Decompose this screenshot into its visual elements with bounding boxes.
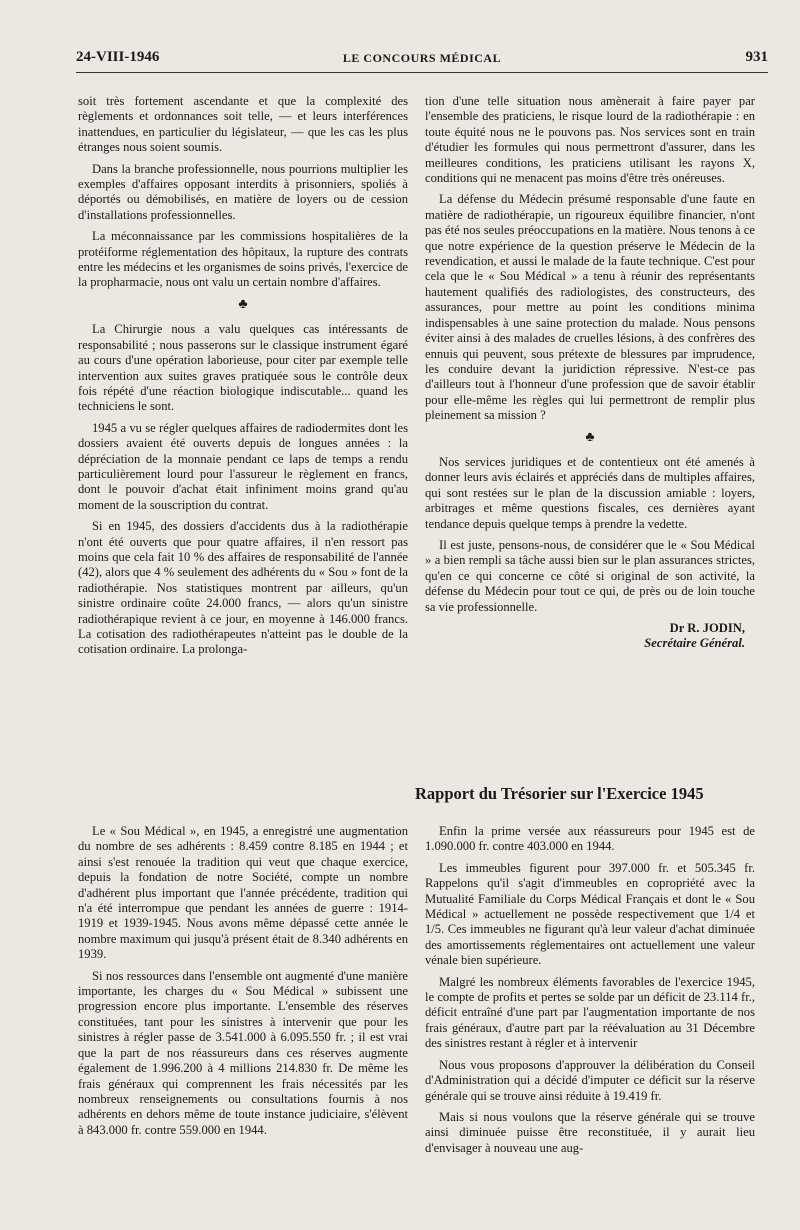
paragraph: Nous vous proposons d'approuver la délibération du Conseil d'Administration qui a décidé d'imputer ce déficit sur la réserve générale qui se trouve ainsi réduite à 19.419 fr. bbox=[425, 1057, 755, 1103]
section-title: Rapport du Trésorier sur l'Exercice 1945 bbox=[415, 784, 704, 803]
header-rule bbox=[76, 72, 768, 73]
paragraph: Dans la branche professionnelle, nous pourrions multiplier les exemples d'affaires opposant interdits à prisonniers, spoliés à déportés ou démobilisés, en matière de loyers ou de cession d'installations professionnelles. bbox=[78, 161, 408, 222]
paragraph: soit très fortement ascendante et que la complexité des règlements et ordonnances soit telle, — et leurs interférences inattendues, en particulier du législateur, — que les cas les plus étranges nous soient soumis. bbox=[78, 94, 408, 155]
right-column bbox=[425, 94, 755, 652]
issue-date: 24-VIII-1946 bbox=[76, 49, 160, 65]
paragraph: Le « Sou Médical », en 1945, a enregistré une augmentation du nombre de ses adhérents : 8.459 contre 8.185 en 1944 ; et ainsi s'est renouée la tradition qui veut que chaque exercice, depuis la fondation de notre Société, compte un nombre d'adhérent plus important que l'année précédente, tradition qui n'a été interrompue que pendant les années de guerre : 1914-1919 et 1939-1945. Nous avons même dépassé cette année le nombre maximum qui jusqu'à présent était de 8.340 adhérents en 1939. bbox=[78, 824, 408, 962]
journal-title: LE CONCOURS MÉDICAL bbox=[342, 51, 502, 65]
paragraph: Si en 1945, des dossiers d'accidents dus à la radiothérapie n'ont été ouverts que pour quatre affaires, il n'en ressort pas moins que cela fait 10 % des affaires de responsabilité de l'année (42), alors que 4 % seulement des adhérents du « Sou » font de la radiothérapie. Nos statistiques montrent par ailleurs, qu'un sinistre ordinaire coûte 24.000 francs, — alors qu'un sinistre radiothérapique revient à ce jour, en moyenne à 146.000 francs. La cotisation des radiothérapeutes n'atteint pas le double de la cotisation ordinaire. La prolonga- bbox=[78, 519, 408, 657]
paragraph: Nos services juridiques et de contentieux ont été amenés à donner leurs avis éclairés et appréciés dans de multiples affaires, qui sont restées sur le plan de la discussion amiable : loyers, arbitrages et même questions fiscales, ces dernières ayant tendance depuis quelque temps à prendre la vedette. bbox=[425, 454, 755, 531]
paragraph: Les immeubles figurent pour 397.000 fr. et 505.345 fr. Rappelons qu'il s'agit d'immeubles en copropriété avec la Mutualité Familiale du Corps Médical Français et dont le « Sou Médical » actuellement ne possède respectivement que 1/4 et 1/5. Ces immeubles ne figurant qu'à leur valeur d'achat diminuée des amortissements réglementaires ont actuellement une valeur vénale bien supérieure. bbox=[425, 860, 755, 968]
paragraph: La Chirurgie nous a valu quelques cas intéressants de responsabilité ; nous passerons sur le classique instrument égaré au cours d'une opération laborieuse, pour citer par exemple telle intervention aux suites graves pratiquée sous le contrôle deux fois répété d'une réaction biologique indiscutable... quand les techniciens le sont. bbox=[78, 322, 408, 414]
paragraph: Enfin la prime versée aux réassureurs pour 1945 est de 1.090.000 fr. contre 403.000 en 1944. bbox=[425, 824, 755, 854]
paragraph: Si nos ressources dans l'ensemble ont augmenté d'une manière importante, les charges du « Sou Médical » subissent une progression encore plus importante. L'ensemble des réserves constituées, tant pour les sinistres à intervenir que pour les sinistres à régler passe de 3.541.000 à 6.095.550 fr. ; il est vrai que la part de nos réassureurs dans ces réserves augmente également de 1.996.200 à 4 millions 214.830 fr. De même les frais généraux qui comprennent les frais nécessités par les nombreux renseignements ou consultations fournis à nos adhérents en dehors même de toute instance judiciaire, s'élèvent à 843.000 fr. contre 559.000 en 1944. bbox=[78, 968, 408, 1137]
ornament-separator: ♣ bbox=[585, 429, 595, 445]
signature-name: Dr R. JODIN, bbox=[669, 621, 745, 635]
paragraph: La défense du Médecin présumé responsable d'une faute en matière de radiothérapie, un rigoureux équilibre financier, n'ont pas été nos seules préoccupations en la matière. Nous tenons à ce que notre expérience de la question préserve le Médecin de la revendication, et aussi le malade de la faute technique. C'est pour cela que le « Sou Médical » a tenu à réunir des représentants hautement qualifiés des radiologistes, des constructeurs, des assurances, pour mettre au point les conditions minima indispensables à une saine protection du malade. Nous pensons éviter ainsi à des malades de cruelles lésions, à des confrères des ennuis qui peuvent, sous prétexte de blessures par imprudence, les conduire devant la juridiction répressive. N'est-ce pas d'ailleurs tout à l'honneur d'une profession que de savoir établir pour elle-même les règles qui lui permettront de remplir plus pleinement sa mission ? bbox=[425, 192, 755, 423]
paragraph: tion d'une telle situation nous amènerait à faire payer par l'ensemble des praticiens, le risque lourd de la radiothérapie : en toute équité nous ne le pouvons pas. Nos services sont en train d'étudier les formules qui nous permettront d'assurer, dans les meilleures conditions, les praticiens utilisant les rayons X, conditions qui ne menacent pas moins d'être très onéreuses. bbox=[425, 94, 755, 186]
signature-role: Secrétaire Général. bbox=[644, 636, 745, 651]
bottom-right-column bbox=[425, 824, 755, 1156]
page-number: 931 bbox=[745, 49, 768, 65]
paragraph: Il est juste, pensons-nous, de considérer que le « Sou Médical » a bien rempli sa tâche aussi bien sur le plan assurances strictes, qu'en ce qui concerne ce côté si original de son activité, la défense du Médecin pour tout ce qui, de près ou de loin touche sa vie professionnelle. bbox=[425, 537, 755, 614]
left-column bbox=[78, 94, 408, 658]
paragraph: 1945 a vu se régler quelques affaires de radiodermites dont les dossiers avaient été ouverts depuis de longues années : la dépréciation de la monnaie pendant ce laps de temps a rendu particulièrement lourd pour l'assureur le règlement en francs, dont le pouvoir d'achat était infiniment moins grand qu'au moment de la souscription du contrat. bbox=[78, 420, 408, 512]
page-header bbox=[76, 49, 768, 71]
paragraph: La méconnaissance par les commissions hospitalières de la protéiforme réglementation des hôpitaux, la rupture des contrats entre les médecins et les organismes de soins privés, l'exercice de la propharmacie, nous ont valu un certain nombre d'affaires. bbox=[78, 229, 408, 290]
bottom-left-column bbox=[78, 824, 408, 1144]
signature bbox=[425, 621, 755, 652]
paragraph: Mais si nous voulons que la réserve générale qui se trouve ainsi diminuée puisse être reconstituée, il y aurait lieu d'envisager à nouveau une aug- bbox=[425, 1109, 755, 1155]
paragraph: Malgré les nombreux éléments favorables de l'exercice 1945, le compte de profits et pertes se solde par un déficit de 23.114 fr., déficit entraîné d'une part par l'augmentation importante de nos frais généraux, d'autre part par la réévaluation au 31 Décembre des sinistres restant à régler et à intervenir bbox=[425, 974, 755, 1051]
ornament-separator: ♣ bbox=[238, 296, 248, 312]
